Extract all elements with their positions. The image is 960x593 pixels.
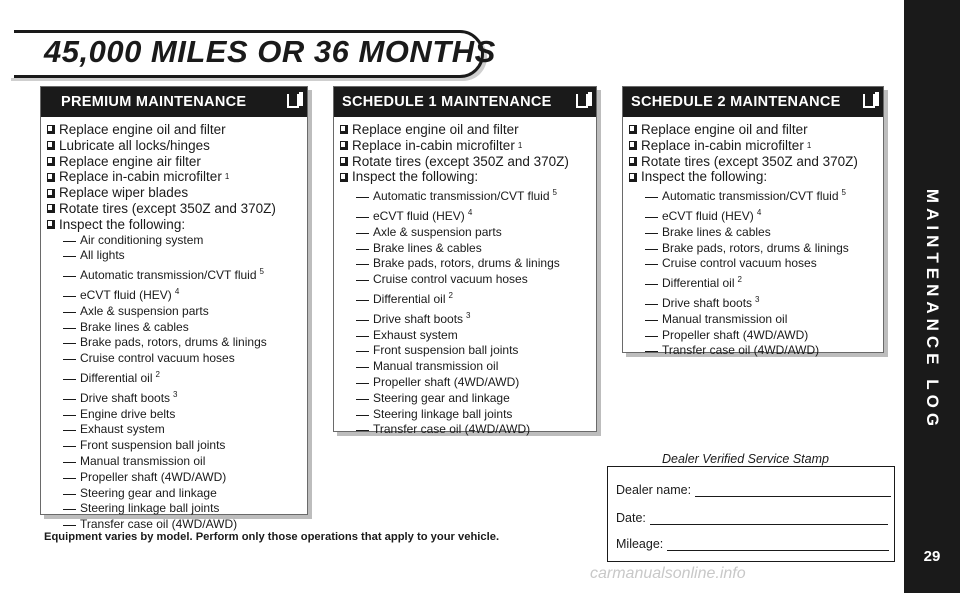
checklist-item	[629, 154, 875, 170]
panel-body	[334, 117, 596, 442]
inspection-item-label: Brake lines & cables	[373, 240, 482, 255]
footnote-ref: 5	[552, 188, 557, 198]
inspection-item-label: Steering linkage ball joints	[373, 406, 513, 421]
check-blank[interactable]	[645, 304, 658, 305]
check-blank[interactable]	[645, 197, 658, 198]
inspection-item-label: Front suspension ball joints	[80, 438, 226, 453]
check-blank[interactable]	[63, 296, 76, 297]
inspection-item-label: Automatic transmission/CVT fluid	[80, 268, 257, 283]
check-blank[interactable]	[63, 256, 76, 257]
dealer-name-line	[695, 486, 891, 497]
inspection-item	[629, 241, 875, 257]
checklist-item-label: Inspect the following:	[352, 169, 479, 185]
checkbox-icon	[576, 94, 588, 108]
inspection-item-label: Cruise control vacuum hoses	[662, 256, 817, 271]
inspection-item-label: All lights	[80, 248, 125, 263]
inspection-item-label: Drive shaft boots	[662, 295, 753, 310]
inspection-item	[340, 343, 588, 359]
checklist-item-label: Replace in-cabin microfilter	[641, 137, 804, 153]
inspection-item	[629, 205, 875, 225]
check-blank[interactable]	[645, 249, 658, 250]
checkbox-icon[interactable]	[340, 173, 348, 182]
inspection-item-label: Axle & suspension parts	[373, 224, 502, 239]
inspection-item-label: Drive shaft boots	[373, 311, 464, 326]
checkbox-icon[interactable]	[629, 157, 637, 166]
footnote-ref: 2	[737, 275, 742, 285]
inspection-item	[629, 328, 875, 344]
checkbox-icon[interactable]	[47, 220, 55, 229]
equipment-note: Equipment varies by model. Perform only those operations that apply to your vehicle.	[44, 531, 500, 543]
inspection-item-label: Engine drive belts	[80, 406, 176, 421]
checkbox-icon	[863, 94, 875, 108]
footnote-ref: 1	[806, 140, 812, 150]
checklist-item	[47, 154, 299, 170]
check-blank[interactable]	[356, 320, 369, 321]
inspection-item	[47, 284, 299, 304]
mileage-field	[616, 537, 889, 551]
checklist-item-label: Rotate tires (except 350Z and 370Z)	[352, 153, 569, 169]
checklist-item	[629, 122, 875, 138]
check-blank[interactable]	[63, 415, 76, 416]
checkbox-icon[interactable]	[47, 189, 55, 198]
inspection-item	[47, 486, 299, 502]
check-blank[interactable]	[63, 399, 76, 400]
checklist-item	[340, 138, 588, 154]
checklist-item-label: Inspect the following:	[59, 216, 186, 232]
checklist-item	[629, 138, 875, 154]
inspection-item	[629, 312, 875, 328]
check-blank[interactable]	[356, 367, 369, 368]
inspection-item	[47, 264, 299, 284]
checklist-item-label: Replace in-cabin microfilter	[352, 137, 515, 153]
inspection-item	[340, 407, 588, 423]
check-blank[interactable]	[63, 379, 76, 380]
inspection-item-label: eCVT fluid (HEV)	[662, 208, 754, 223]
panel-header	[623, 87, 883, 117]
inspection-item-label: Air conditioning system	[80, 232, 204, 247]
inspection-item-label: Automatic transmission/CVT fluid	[662, 189, 839, 204]
dealer-stamp-box	[607, 466, 895, 562]
checkbox-icon[interactable]	[629, 141, 637, 150]
inspection-item	[629, 343, 875, 359]
inspection-item	[47, 454, 299, 470]
check-blank[interactable]	[356, 264, 369, 265]
inspection-item	[629, 256, 875, 272]
check-blank[interactable]	[63, 509, 76, 510]
inspection-item	[47, 407, 299, 423]
page-number: 29	[923, 548, 941, 565]
checklist-item-label: Replace engine oil and filter	[352, 122, 519, 137]
inspection-item	[47, 233, 299, 249]
check-blank[interactable]	[645, 217, 658, 218]
footnote-ref: 1	[517, 140, 523, 150]
checklist-item	[340, 169, 588, 185]
premium-maintenance-panel	[40, 86, 308, 532]
checklist-item-label: Replace wiper blades	[59, 185, 189, 201]
check-blank[interactable]	[63, 462, 76, 463]
check-blank[interactable]	[356, 351, 369, 352]
checkbox-icon[interactable]	[47, 125, 55, 134]
inspection-item	[629, 292, 875, 312]
inspection-item	[47, 422, 299, 438]
check-blank[interactable]	[63, 328, 76, 329]
checklist-item	[47, 138, 299, 154]
inspection-item-label: eCVT fluid (HEV)	[373, 208, 465, 223]
stamp-title: Dealer Verified Service Stamp	[662, 452, 829, 466]
date-line	[650, 514, 888, 525]
dealer-name-field	[616, 483, 891, 497]
footnote-ref: 4	[467, 207, 473, 217]
checkbox-icon[interactable]	[629, 173, 637, 182]
checklist-item-label: Replace engine oil and filter	[59, 122, 226, 137]
inspection-item-label: Cruise control vacuum hoses	[80, 351, 235, 366]
check-blank[interactable]	[63, 241, 76, 242]
panel-title: SCHEDULE 1 MAINTENANCE	[342, 94, 552, 110]
inspection-item	[340, 288, 588, 308]
inspection-item-label: Exhaust system	[80, 422, 165, 437]
check-blank[interactable]	[356, 233, 369, 234]
inspection-item-label: Transfer case oil (4WD/AWD)	[80, 517, 238, 532]
check-blank[interactable]	[63, 312, 76, 313]
check-blank[interactable]	[63, 525, 76, 526]
inspection-item-label: Differential oil	[80, 370, 153, 385]
inspection-item-label: Axle & suspension parts	[80, 303, 209, 318]
check-blank[interactable]	[356, 399, 369, 400]
inspection-item-label: Propeller shaft (4WD/AWD)	[80, 469, 227, 484]
checklist-item-label: Replace engine air filter	[59, 153, 201, 169]
inspection-item	[47, 387, 299, 407]
checkbox-icon[interactable]	[629, 125, 637, 134]
date-label: Date:	[616, 511, 646, 525]
check-blank[interactable]	[356, 217, 369, 218]
inspection-item	[629, 185, 875, 205]
checklist-item	[47, 185, 299, 201]
check-blank[interactable]	[645, 284, 658, 285]
checkbox-icon[interactable]	[340, 157, 348, 166]
inspection-item	[340, 272, 588, 288]
footnote-ref: 2	[155, 369, 160, 379]
footnote-ref: 5	[841, 188, 846, 198]
inspection-item	[340, 328, 588, 344]
footnote-ref: 3	[755, 294, 760, 304]
check-blank[interactable]	[645, 336, 658, 337]
inspection-item	[47, 335, 299, 351]
inspection-item-label: Automatic transmission/CVT fluid	[373, 189, 550, 204]
checklist-item	[47, 122, 299, 138]
inspection-item-label: Cruise control vacuum hoses	[373, 272, 528, 287]
checkbox-icon[interactable]	[340, 125, 348, 134]
inspection-item-label: Drive shaft boots	[80, 390, 171, 405]
inspection-item-label: Brake pads, rotors, drums & linings	[80, 335, 267, 350]
inspection-item	[47, 501, 299, 517]
date-field	[616, 511, 888, 525]
inspection-item-label: Transfer case oil (4WD/AWD)	[373, 422, 531, 437]
check-blank[interactable]	[645, 320, 658, 321]
inspection-item-label: Differential oil	[373, 291, 446, 306]
checklist-item-label: Lubricate all locks/hinges	[59, 137, 210, 153]
inspection-item-label: Steering linkage ball joints	[80, 501, 220, 516]
inspection-item	[47, 248, 299, 264]
inspection-item	[340, 225, 588, 241]
inspection-item-label: Propeller shaft (4WD/AWD)	[373, 374, 520, 389]
footnote-ref: 5	[259, 267, 264, 277]
panel-body	[623, 117, 883, 363]
checklist-item	[47, 169, 299, 185]
inspection-item	[340, 359, 588, 375]
inspection-item	[340, 205, 588, 225]
checklist-item	[340, 154, 588, 170]
footnote-ref: 3	[173, 389, 178, 399]
inspection-item	[47, 438, 299, 454]
sidebar	[904, 0, 960, 593]
check-blank[interactable]	[356, 430, 369, 431]
inspection-item	[47, 320, 299, 336]
checkbox-icon[interactable]	[47, 173, 55, 182]
check-blank[interactable]	[645, 264, 658, 265]
check-blank[interactable]	[356, 197, 369, 198]
panel-body	[41, 117, 307, 537]
footnote-ref: 1	[224, 172, 230, 182]
panel-title: SCHEDULE 2 MAINTENANCE	[631, 94, 841, 110]
check-blank[interactable]	[356, 415, 369, 416]
checkbox-icon[interactable]	[47, 141, 55, 150]
inspection-item	[629, 272, 875, 292]
checklist-item-label: Inspect the following:	[641, 169, 768, 185]
check-blank[interactable]	[63, 276, 76, 277]
page-title: 45,000 MILES OR 36 MONTHS	[44, 34, 496, 69]
footnote-ref: 3	[466, 310, 471, 320]
sidebar-label: MAINTENANCE LOG	[923, 188, 942, 432]
inspection-item-label: Steering gear and linkage	[80, 485, 217, 500]
check-blank[interactable]	[356, 300, 369, 301]
inspection-item	[47, 470, 299, 486]
check-blank[interactable]	[645, 351, 658, 352]
checklist-item-label: Replace in-cabin microfilter	[59, 169, 222, 185]
check-blank[interactable]	[63, 478, 76, 479]
inspection-item-label: eCVT fluid (HEV)	[80, 287, 172, 302]
inspection-item	[47, 351, 299, 367]
inspection-item-label: Steering gear and linkage	[373, 390, 510, 405]
check-blank[interactable]	[356, 249, 369, 250]
check-blank[interactable]	[63, 430, 76, 431]
inspection-item-label: Transfer case oil (4WD/AWD)	[662, 343, 820, 358]
panel-header	[41, 87, 307, 117]
inspection-item	[340, 308, 588, 328]
schedule-1-maintenance-panel	[333, 86, 597, 437]
check-blank[interactable]	[356, 336, 369, 337]
footnote-ref: 4	[756, 207, 762, 217]
dealer-name-label: Dealer name:	[616, 483, 692, 497]
inspection-item-label: Manual transmission oil	[373, 359, 499, 374]
checkbox-icon[interactable]	[47, 157, 55, 166]
checkbox-icon[interactable]	[47, 204, 55, 213]
checklist-item	[340, 122, 588, 138]
inspection-item-label: Propeller shaft (4WD/AWD)	[662, 327, 809, 342]
footnote-ref: 4	[174, 286, 180, 296]
panel-header	[334, 87, 596, 117]
inspection-item	[340, 185, 588, 205]
check-blank[interactable]	[645, 233, 658, 234]
inspection-item-label: Brake pads, rotors, drums & linings	[662, 240, 849, 255]
checklist-item-label: Rotate tires (except 350Z and 370Z)	[59, 200, 276, 216]
mileage-label: Mileage:	[616, 537, 664, 551]
inspection-item	[340, 391, 588, 407]
panel-title: PREMIUM MAINTENANCE	[61, 94, 247, 110]
check-blank[interactable]	[356, 383, 369, 384]
footnote-ref: 2	[448, 290, 453, 300]
inspection-item-label: Front suspension ball joints	[373, 343, 519, 358]
inspection-item-label: Differential oil	[662, 276, 735, 291]
mileage-line	[667, 540, 889, 551]
schedule-2-maintenance-panel	[622, 86, 884, 358]
checkbox-icon[interactable]	[340, 141, 348, 150]
inspection-item	[340, 241, 588, 257]
checklist-item	[629, 169, 875, 185]
checklist-item-label: Replace engine oil and filter	[641, 122, 808, 137]
inspection-item	[340, 375, 588, 391]
inspection-item-label: Brake lines & cables	[80, 319, 189, 334]
checklist-item	[47, 201, 299, 217]
inspection-item-label: Brake lines & cables	[662, 224, 771, 239]
check-blank[interactable]	[63, 446, 76, 447]
inspection-item-label: Manual transmission oil	[80, 453, 206, 468]
inspection-item	[340, 256, 588, 272]
banner-edge	[0, 30, 14, 78]
watermark: carmanualsonline.info	[590, 565, 746, 582]
checklist-item-label: Rotate tires (except 350Z and 370Z)	[641, 153, 858, 169]
checklist-item	[47, 217, 299, 233]
checkbox-icon	[287, 94, 299, 108]
inspection-item	[47, 304, 299, 320]
check-blank[interactable]	[63, 494, 76, 495]
check-blank[interactable]	[63, 343, 76, 344]
inspection-item-label: Manual transmission oil	[662, 311, 788, 326]
inspection-item-label: Exhaust system	[373, 327, 458, 342]
check-blank[interactable]	[63, 359, 76, 360]
inspection-item	[340, 422, 588, 438]
inspection-item	[47, 367, 299, 387]
check-blank[interactable]	[356, 280, 369, 281]
inspection-item	[629, 225, 875, 241]
inspection-item-label: Brake pads, rotors, drums & linings	[373, 256, 560, 271]
